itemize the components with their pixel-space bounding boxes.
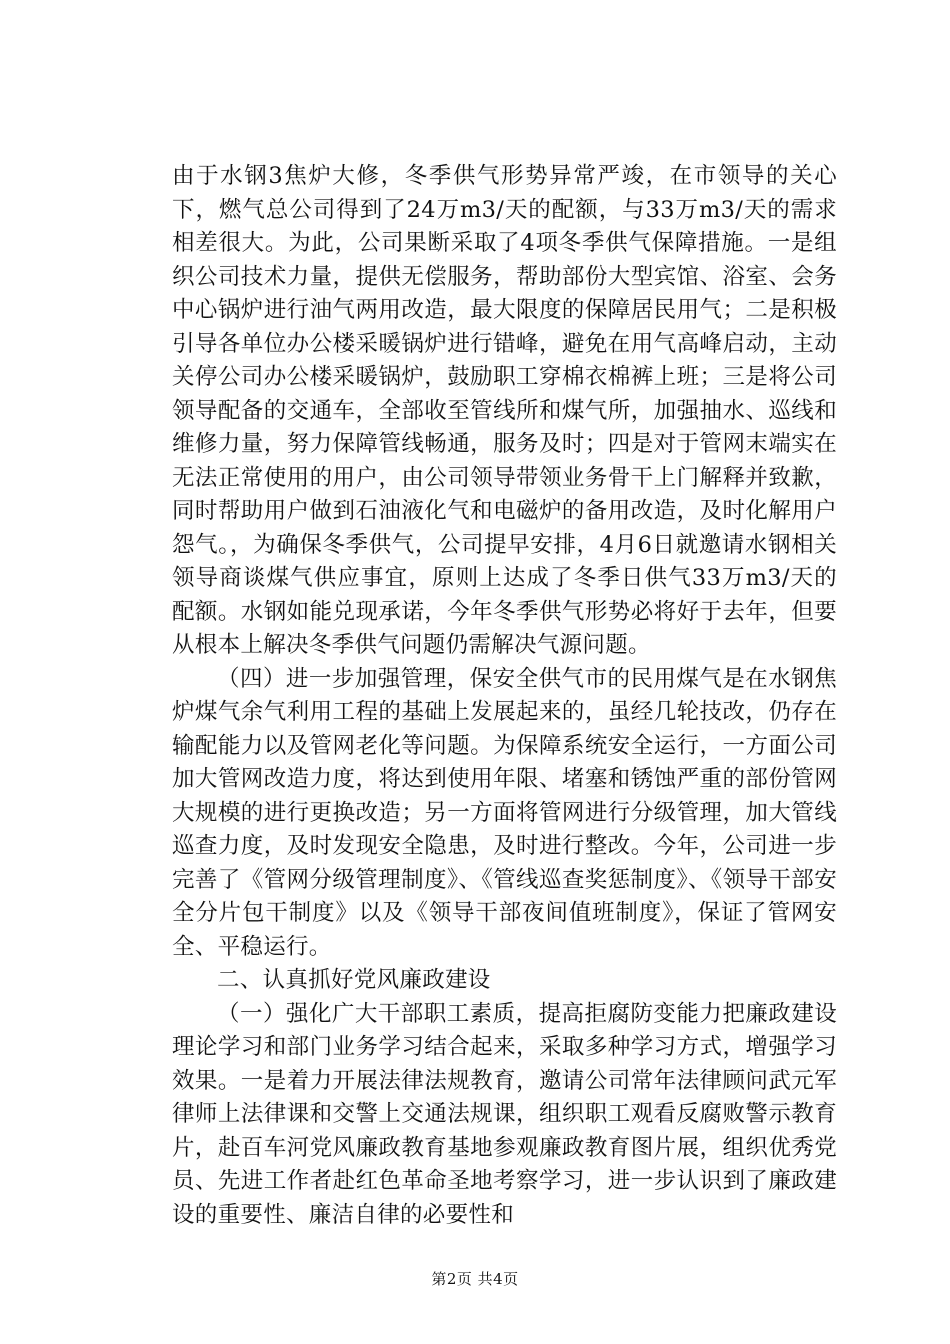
paragraph-winter-gas-supply: 由于水钢3焦炉大修，冬季供气形势异常严竣，在市领导的关心下，燃气总公司得到了24万m3/天的配额，与33万m3/天的需求相差很大。为此，公司果断采取了4项冬季供气保障措施。一是组织公司技术力量，提供无偿服务，帮助部份大型宾馆、浴室、会务中心锅炉进行油气两用改造，最大限度的保障居民用气；二是积极引导各单位办公楼采暖锅炉进行错峰，避免在用气高峰启动，主动关停公司办公楼采暖锅炉，鼓励职工穿棉衣棉裤上班；三是将公司领导配备的交通车，全部收至管线所和煤气所，加强抽水、巡线和维修力量，努力保障管线畅通，服务及时；四是对于管网末端实在无法正常使用的用户，由公司领导带领业务骨干上门解释并致歉，同时帮助用户做到石油液化气和电磁炉的备用改造，及时化解用户怨气。，为确保冬季供气，公司提早安排，4月6日就邀请水钢相关领导商谈煤气供应事宜，原则上达成了冬季日供气33万m3/天的配额。水钢如能兑现承诺，今年冬季供气形势必将好于去年，但要从根本上解决冬季供气问题仍需解决气源问题。	[172, 163, 837, 658]
page-footer: 第2页 共4页	[431, 1270, 519, 1288]
document-body	[172, 160, 837, 1232]
paragraph-staff-quality: （一）强化广大干部职工素质，提高拒腐防变能力把廉政建设理论学习和部门业务学习结合起来，采取多种学习方式，增强学习效果。一是着力开展法律法规教育，邀请公司常年法律顾问武元军律师上法律课和交警上交通法规课，组织职工观看反腐败警示教育片，赴百车河党风廉政教育基地参观廉政教育图片展，组织优秀党员、先进工作者赴红色革命圣地考察学习，进一步认识到了廉政建设的重要性、廉洁自律的必要性和	[172, 1000, 837, 1228]
paragraph-safety-management: （四）进一步加强管理，保安全供气市的民用煤气是在水钢焦炉煤气余气利用工程的基础上发展起来的，虽经几轮技改，仍存在输配能力以及管网老化等问题。为保障系统安全运行，一方面公司加大管网改造力度，将达到使用年限、堵塞和锈蚀严重的部份管网大规模的进行更换改造；另一方面将管网进行分级管理，加大管线巡查力度，及时发现安全隐患，及时进行整改。今年，公司进一步完善了《管网分级管理制度》、《管线巡查奖惩制度》、《领导干部安全分片包干制度》以及《领导干部夜间值班制度》，保证了管网安全、平稳运行。	[172, 665, 837, 960]
section-heading-party-integrity: 二、认真抓好党风廉政建设	[217, 967, 491, 993]
